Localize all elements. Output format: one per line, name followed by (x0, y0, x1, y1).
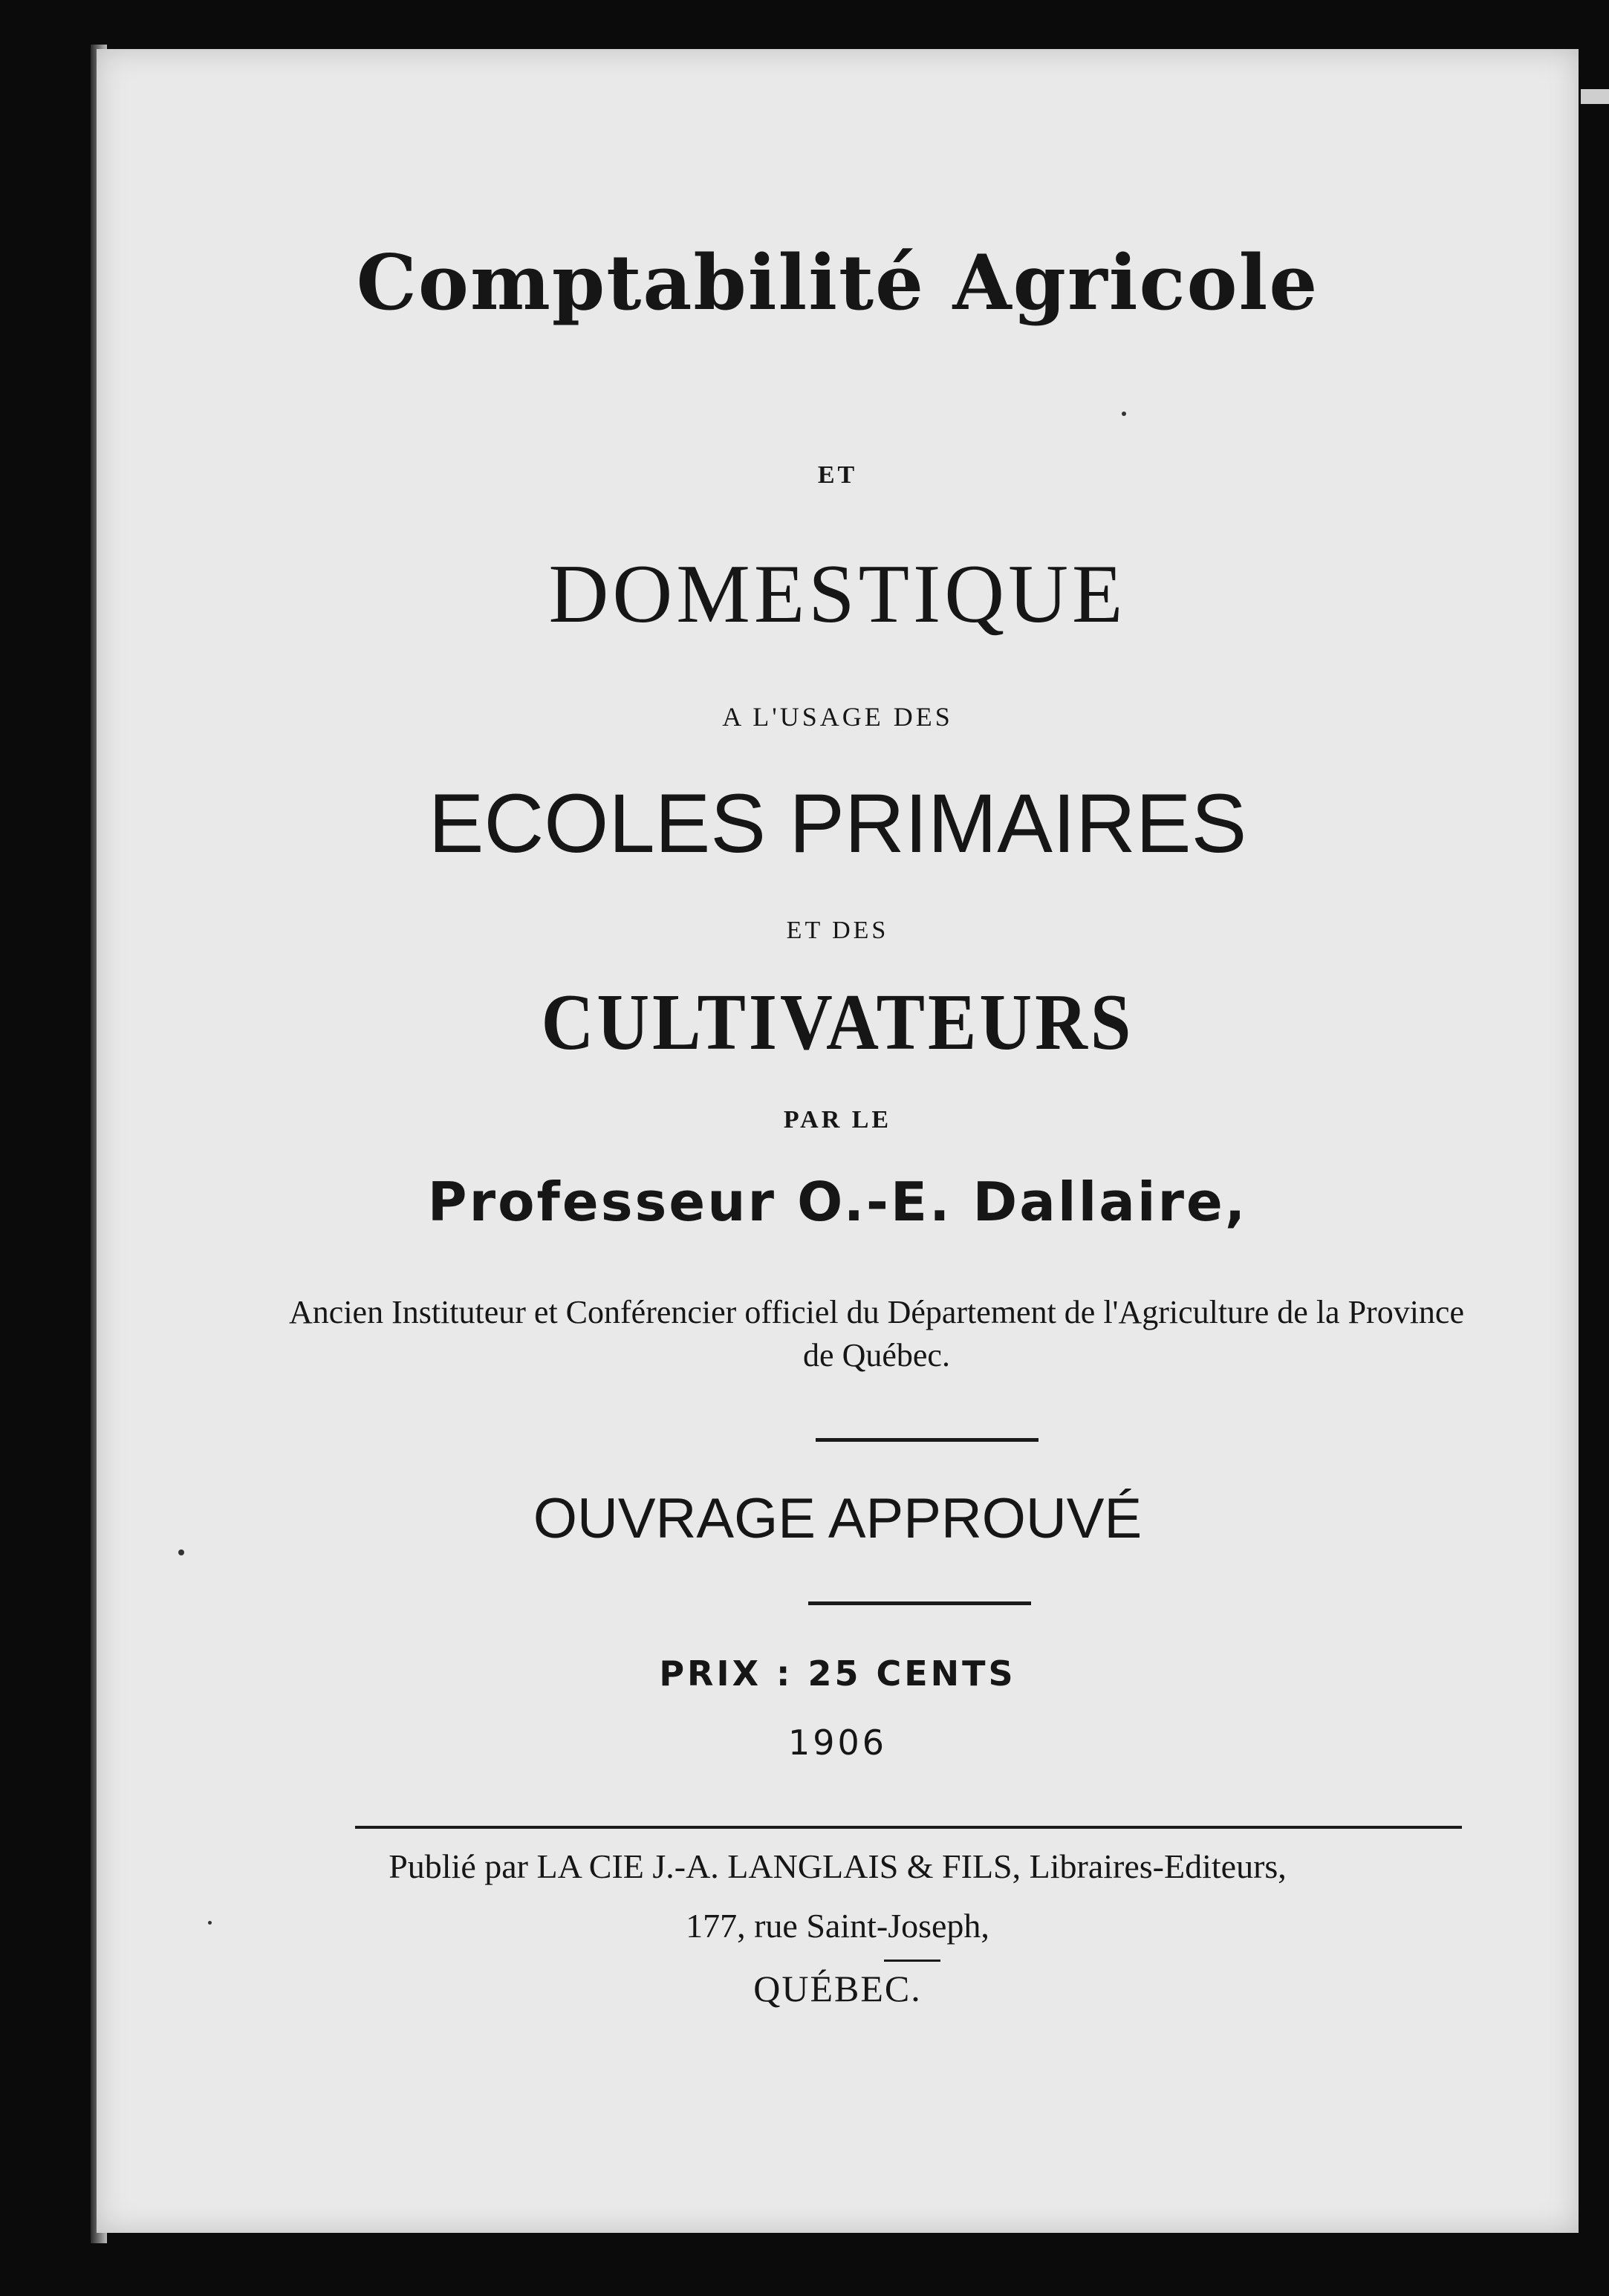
publisher: Publié par LA CIE J.-A. LANGLAIS & FILS, Libraires-Editeurs, (389, 1847, 1287, 1885)
usage-line: A L'USAGE DES (722, 702, 953, 732)
speck (208, 1921, 212, 1925)
divider (355, 1826, 1462, 1829)
publisher-city: QUÉBEC. (753, 1968, 922, 2009)
author-name: Professeur O.-E. Dallaire, (427, 1171, 1248, 1233)
publication-year: 1906 (787, 1723, 888, 1763)
title-page (97, 49, 1579, 2233)
divider (808, 1601, 1031, 1605)
divider (884, 1960, 940, 1962)
divider (816, 1438, 1038, 1442)
par-le-line: PAR LE (783, 1106, 892, 1134)
audience-schools: ECOLES PRIMAIRES (428, 777, 1247, 870)
conjunction-et-des: ET DES (786, 917, 889, 944)
approval-notice: OUVRAGE APPROUVÉ (533, 1487, 1142, 1550)
author-description: Ancien Instituteur et Conférencier officiel du Département de l'Agriculture de la Province de Québec. (289, 1294, 1464, 1373)
page-tab-edge (1581, 89, 1609, 104)
audience-farmers: CULTIVATEURS (541, 978, 1134, 1067)
publisher-address: 177, rue Saint-Joseph, (686, 1907, 989, 1945)
book-title: Comptabilité Agricole (356, 238, 1319, 328)
price: PRIX : 25 CENTS (659, 1653, 1016, 1694)
speck (178, 1549, 184, 1555)
speck (1122, 412, 1126, 416)
conjunction-et: ET (817, 461, 858, 489)
book-subtitle: DOMESTIQUE (548, 548, 1127, 640)
